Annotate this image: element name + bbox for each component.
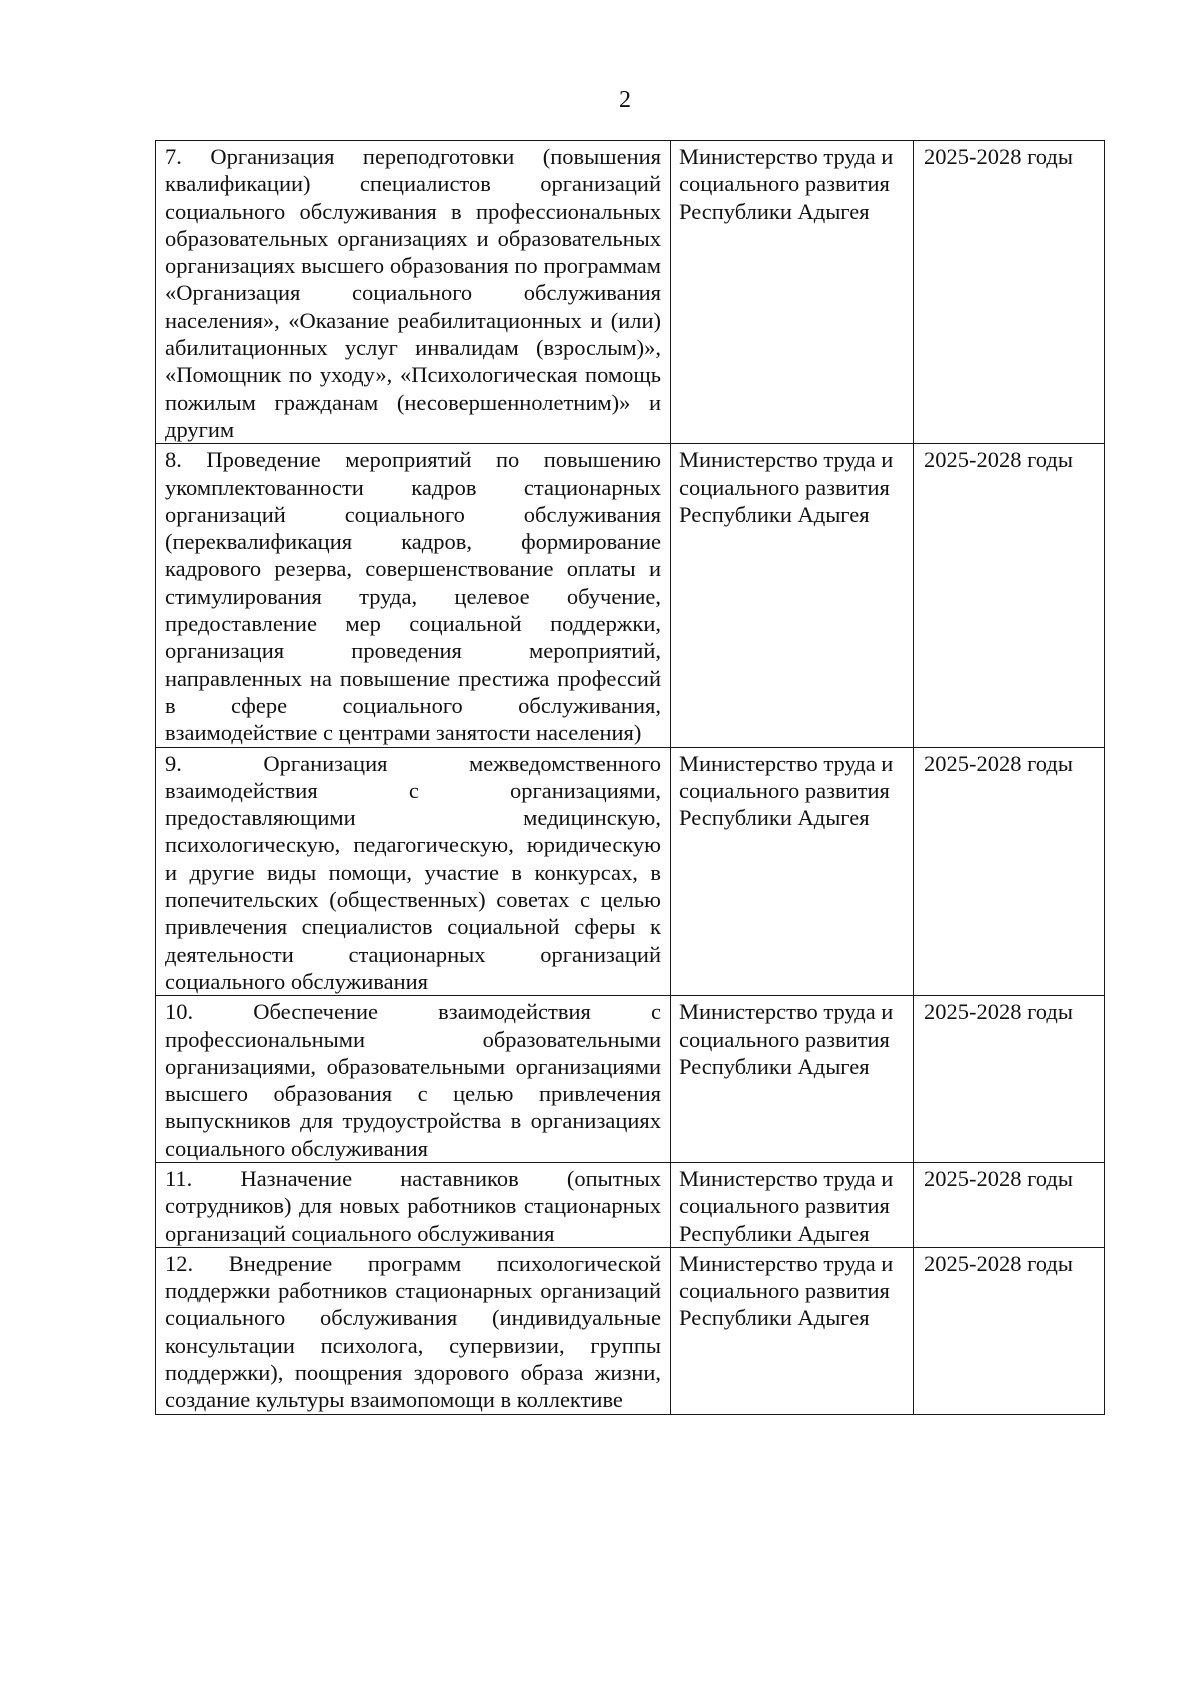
executor-line: социального развития (679, 474, 890, 500)
executor-line: социального развития (679, 1026, 890, 1052)
executor-line: социального развития (679, 171, 890, 197)
executor-line: Республики Адыгея (679, 198, 870, 224)
term-cell: 2025-2028 годы (914, 747, 1105, 996)
table-row (156, 444, 1105, 747)
executor-cell (671, 1247, 914, 1414)
executor-line: Республики Адыгея (679, 1053, 870, 1079)
table-row (156, 747, 1105, 996)
executor-line: Министерство труда и (679, 999, 894, 1025)
table-row (156, 1162, 1105, 1247)
measure-cell: 9. Организация межведомственного взаимодействия с организациями, предоставляющими медицинскую, психологическую, педагогическую, юридическую и другие виды помощи, участие в конкурсах, в попечительских (общественных) советах с целью привлечения специалистов социальной сферы к деятельности стационарных организаций социального обслуживания (156, 747, 671, 996)
executor-line: социального развития (679, 1278, 890, 1304)
term-cell: 2025-2028 годы (914, 996, 1105, 1163)
term-cell: 2025-2028 годы (914, 141, 1105, 444)
executor-line: Министерство труда и (679, 1165, 894, 1191)
executor-cell (671, 1162, 914, 1247)
executor-cell (671, 996, 914, 1163)
executor-line: Республики Адыгея (679, 1305, 870, 1331)
executor-line: Министерство труда и (679, 447, 894, 473)
term-cell: 2025-2028 годы (914, 1162, 1105, 1247)
table-row (156, 1247, 1105, 1414)
executor-line: социального развития (679, 1193, 890, 1219)
term-cell: 2025-2028 годы (914, 444, 1105, 747)
measure-cell: 7. Организация переподготовки (повышения квалификации) специалистов организаций социального обслуживания в профессиональных образовательных организациях и образовательных организациях высшего образования по программам «Организация социального обслуживания населения», «Оказание реабилитационных и (или) абилитационных услуг инвалидам (взрослым)», «Помощник по уходу», «Психологическая помощь пожилым гражданам (несовершеннолетним)» и другим (156, 141, 671, 444)
executor-line: Республики Адыгея (679, 1220, 870, 1246)
executor-cell (671, 747, 914, 996)
table-row (156, 141, 1105, 444)
executor-cell (671, 141, 914, 444)
executor-line: Министерство труда и (679, 144, 894, 169)
executor-line: Республики Адыгея (679, 805, 870, 831)
executor-line: Республики Адыгея (679, 501, 870, 527)
executor-line: Министерство труда и (679, 750, 894, 776)
executor-line: социального развития (679, 777, 890, 803)
measure-cell: 10. Обеспечение взаимодействия с профессиональными образовательными организациями, образовательными организациями высшего образования с целью привлечения выпускников для трудоустройства в организациях социального обслуживания (156, 996, 671, 1163)
page-number: 2 (619, 87, 631, 113)
measure-cell: 8. Проведение мероприятий по повышению укомплектованности кадров стационарных организаций социального обслуживания (переквалификация кадров, формирование кадрового резерва, совершенствование оплаты и стимулирования труда, целевое обучение, предоставление мер социальной поддержки, организация проведения мероприятий, направленных на повышение престижа профессий в сфере социального обслуживания, взаимодействие с центрами занятости населения) (156, 444, 671, 747)
table-row (156, 996, 1105, 1163)
measure-cell: 12. Внедрение программ психологической поддержки работников стационарных организаций социального обслуживания (индивидуальные консультации психолога, супервизии, группы поддержки), поощрения здорового образа жизни, создание культуры взаимопомощи в коллективе (156, 1247, 671, 1414)
measure-cell: 11. Назначение наставников (опытных сотрудников) для новых работников стационарных организаций социального обслуживания (156, 1162, 671, 1247)
action-plan-table (155, 140, 1105, 1415)
executor-line: Министерство труда и (679, 1250, 894, 1276)
executor-cell (671, 444, 914, 747)
term-cell: 2025-2028 годы (914, 1247, 1105, 1414)
